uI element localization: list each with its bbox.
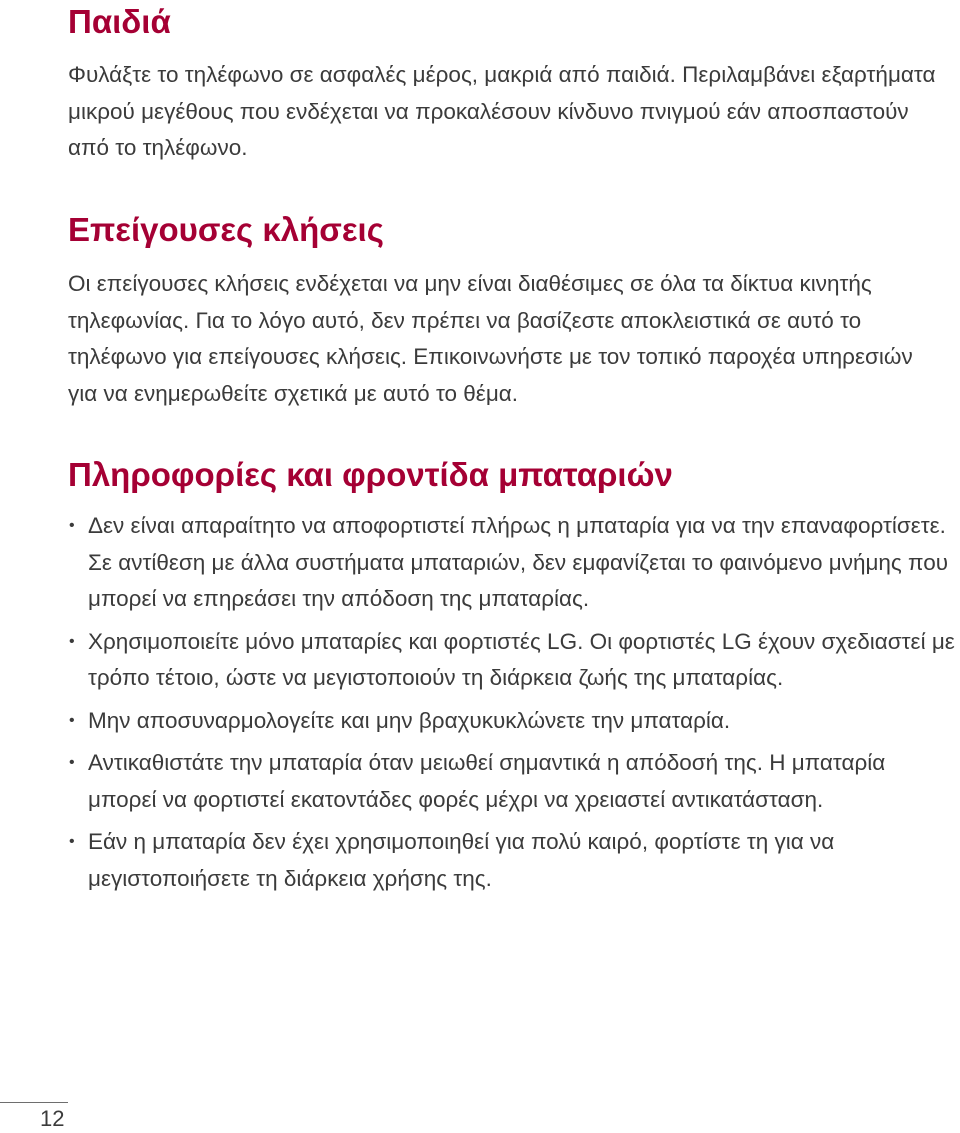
bullet-icon: •	[69, 711, 75, 729]
list-item	[68, 624, 960, 697]
list-item	[68, 508, 960, 618]
section-title-emergency-calls: Επείγουσες κλήσεις	[68, 211, 384, 248]
list-item	[68, 703, 960, 740]
list-item-text: Δεν είναι απαραίτητο να αποφορτιστεί πλήρως η μπαταρία για να την επαναφορτίσετε. Σε αντίθεση με άλλα συστήματα μπαταριών, δεν εμφανίζεται το φαινόμενο μνήμης που μπορεί να επηρεάσει την απόδοση της μπαταρίας.	[88, 513, 949, 611]
bullet-icon: •	[69, 833, 75, 850]
list-item-text: Μην αποσυναρμολογείτε και μην βραχυκυκλώνετε την μπαταρία.	[88, 707, 731, 733]
section-title-battery-care: Πληροφορίες και φροντίδα μπαταριών	[68, 456, 673, 493]
page-number: 12	[40, 1106, 65, 1131]
bullet-icon: •	[69, 517, 75, 534]
section-title-children: Παιδιά	[68, 3, 171, 40]
bullet-icon: •	[69, 754, 75, 771]
list-item	[68, 745, 960, 818]
battery-care-list	[68, 508, 960, 903]
list-item-text: Χρησιμοποιείτε μόνο μπαταρίες και φορτιστές LG. Οι φορτιστές LG έχουν σχεδιαστεί με τρόπο τέτοιο, ώστε να μεγιστοποιούν τη διάρκεια ζωής της μπαταρίας.	[88, 628, 955, 690]
list-item-text: Αντικαθιστάτε την μπαταρία όταν μειωθεί σημαντικά η απόδοσή της. Η μπαταρία μπορεί να φορτιστεί εκατοντάδες φορές μέχρι να χρειαστεί αντικατάσταση.	[88, 750, 886, 812]
bullet-icon: •	[69, 632, 75, 650]
list-item-text: Εάν η μπαταρία δεν έχει χρησιμοποιηθεί για πολύ καιρό, φορτίστε τη για να μεγιστοποιήσετε τη διάρκεια χρήσης της.	[88, 829, 835, 891]
footer-divider	[0, 1102, 68, 1103]
section-body-emergency-calls: Οι επείγουσες κλήσεις ενδέχεται να μην είναι διαθέσιμες σε όλα τα δίκτυα κινητής τηλεφωνίας. Για το λόγο αυτό, δεν πρέπει να βασίζεστε αποκλειστικά σε αυτό το τηλέφωνο για επείγουσες κλήσεις. Επικοινωνήστε με τον τοπικό παροχέα υπηρεσιών για να ενημερωθείτε σχετικά με αυτό το θέμα.	[68, 271, 913, 406]
list-item	[68, 824, 960, 897]
section-body-children: Φυλάξτε το τηλέφωνο σε ασφαλές μέρος, μακριά από παιδιά. Περιλαμβάνει εξαρτήματα μικρού μεγέθους που ενδέχεται να προκαλέσουν κίνδυνο πνιγμού εάν αποσπαστούν από το τηλέφωνο.	[68, 62, 936, 160]
